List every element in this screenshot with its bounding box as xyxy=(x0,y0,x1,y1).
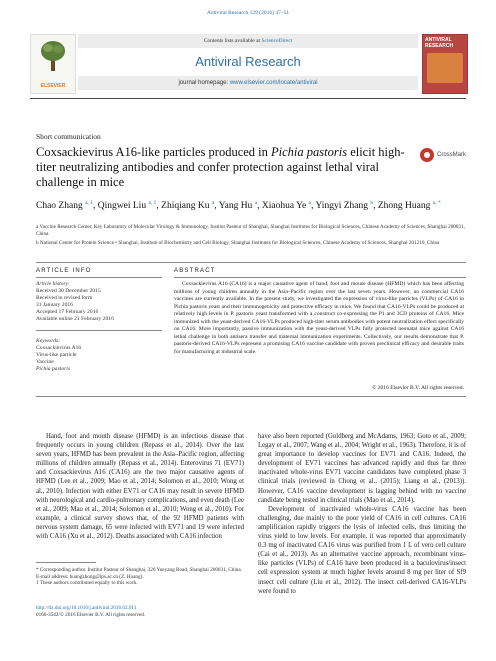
title-part-1: Coxsackievirus A16-like particles produced in xyxy=(36,145,272,159)
author[interactable]: Zhong Huang $^{a, *}$ xyxy=(377,200,441,212)
homepage-link[interactable]: www.elsevier.com/locate/antiviral xyxy=(229,80,318,86)
abstract-copyright: © 2016 Elsevier B.V. All rights reserved. xyxy=(372,385,464,391)
keywords-label: Keywords: xyxy=(36,338,61,344)
history-item: Received 30 December 2015 xyxy=(36,288,101,294)
contents-line xyxy=(78,34,418,48)
author[interactable]: Qingwei Liu $^{a, 1}$ xyxy=(97,200,157,212)
body-column-1 xyxy=(36,432,244,541)
abstract-heading: ABSTRACT xyxy=(174,268,216,274)
header-rule xyxy=(30,98,466,99)
abstract-paragraph: Coxsackievirus A16 (CA16) is a major causative agent of hand, foot and mouse disease (HFMD) which has been affecting millions of young children annually in the Asia–Pacific region over the last seven years. However, no commercial CA16 vaccines are currently available. In the present study, we investigated the expression of virus-like particles (VLPs) of CA16 in Pichia pastoris yeast and their immunogenicity and protective efficacy in mice. We found that CA16-VLPs could be produced at relatively high levels in P. pastoris yeast transformed with a construct co-expressing the P1 and 3CD proteins of CA16. Mice immunized with the yeast-derived CA16-VLPs produced high-titer serum antibodies with potent neutralization effect specifically on CA16. More importantly, passive immunization with the yeast-derived VLPs fully protected neonatal mice against CA16 lethal challenge in both antisera transfer and maternal immunization experiments. Collectively, our results demonstrate that P. pastoris-derived CA16-VLPs represent a promising CA16 vaccine candidate with proven preclinical efficacy and desirable traits for manufacturing at industrial scale. xyxy=(174,281,464,355)
history-item: 31 January 2016 xyxy=(36,302,73,308)
title-species: Pichia pastoris xyxy=(271,145,348,159)
crossmark-label: CrossMark xyxy=(437,152,467,158)
crossmark-badge[interactable] xyxy=(420,148,468,166)
affiliation: b National Center for Protein Science • Shanghai, Institute of Biochemistry and Cell Biology, Shanghai Institutes for Biological Sciences, Chinese Academy of Sciences, Shanghai 201210, China xyxy=(36,240,440,246)
title-part-2: elicit high-titer neutralizing antibodies and confer protection against lethal viral challenge in mice xyxy=(36,145,405,189)
affiliations xyxy=(36,224,466,249)
author[interactable]: Chao Zhang $^{a, 1}$ xyxy=(36,200,94,212)
keyword: Coxsackievirus A16 xyxy=(36,345,82,351)
sciencedirect-link[interactable]: ScienceDirect xyxy=(261,38,293,44)
doi-block xyxy=(36,605,244,618)
history-rule xyxy=(36,330,162,331)
footnotes xyxy=(36,567,244,587)
cover-image xyxy=(427,53,463,83)
journal-reference[interactable]: Antiviral Research 129 (2016) 47–51 xyxy=(206,10,290,16)
history-item: Accepted 17 February 2016 xyxy=(36,309,99,315)
abstract-bottom-rule xyxy=(36,396,466,397)
cover-title: ANTIVIRAL RESEARCH xyxy=(425,37,454,49)
article-history xyxy=(36,281,162,323)
author[interactable]: Zhiqiang Ku $^a$ xyxy=(161,200,215,212)
history-item: Available online 21 February 2016 xyxy=(36,316,114,322)
footnote[interactable]: E-mail address: huangzhong@ips.ac.cn (Z. Huang). xyxy=(36,573,144,580)
history-item: Received in revised form xyxy=(36,295,93,301)
contents-prefix: Contents lists available at xyxy=(203,38,262,44)
publisher-wordmark: ELSEVIER xyxy=(40,83,66,89)
elsevier-logo xyxy=(30,34,76,94)
journal-cover xyxy=(422,34,468,94)
homepage-prefix: journal homepage: xyxy=(178,80,230,86)
issn-line: 0166-3542/© 2016 Elsevier B.V. All rights reserved. xyxy=(36,611,146,618)
affiliation-rule xyxy=(36,262,466,263)
body-paragraph: Development of inactivated whole-virus CA16 vaccine has been challenging, due mainly to the poor yield of CA16 in cell cultures. CA16 amplification rapidly triggers the lysis of infected cells, thus limiting the virus yield to low levels. For example, it was reported that approximately 0.3 mg of inactivated CA16 virus was purified from 1 L of vero cell culture (Cai et al., 2013). As an alternative vaccine approach, recombinant virus-like particles (VLPs) of CA16 have been produced in a baculovirus/insect cell expression system at much higher levels around 8 mg per liter of Sf9 insect cell culture (Liu et al., 2012). The insect cell-derived CA16-VLPs were found to xyxy=(258,505,466,595)
footnote: 1 These authors contributed equally to this work. xyxy=(36,580,138,586)
keyword: Virus-like particle xyxy=(36,352,77,358)
article-title xyxy=(36,145,416,190)
footnote: * Corresponding author. Institut Pasteur of Shanghai, 320 Yueyang Road, Shanghai 200031, China. xyxy=(36,567,242,573)
history-label: Article history: xyxy=(36,281,71,287)
body-paragraph: Hand, foot and mouth disease (HFMD) is an infectious disease that frequently occurs in young children (Repass et al., 2014). Over the last seven years, HFMD has been prevalent in the Asia–Pacific region, affecting millions of children annually (Repass et al., 2014). Enterovirus 71 (EV71) and Coxsackievirus A16 (CA16) are the two major causative agents of HFMD (Lee et al., 2009; Mao et al., 2014; Solomon et al., 2010; Wong et al., 2010). Infection with either EV71 or CA16 may result in severe HFMD with neurological and cardio-pulmonary complications, and even death (Lee et al., 2009; Mao et al., 2014; Solomon et al., 2010; Wong et al., 2010). For example, a clinical survey shows that, of the 92 HFMD patients with nervous system damage, 65 were infected with EV71 and 19 were infected with CA16 (Xu et al., 2012). Deaths associated with CA16 infection xyxy=(36,433,244,541)
keyword: Pichia pastoris xyxy=(36,366,71,372)
body-paragraph: have also been reported (Goldberg and McAdams, 1963; Goto et al., 2009; Legay et al., 2007; Wang et al., 2004; Wright et al., 1963). Therefore, it is of great importance to develop vaccines for EV71 and CA16. Indeed, the development of EV71 vaccines has advanced rapidly and thus far three inactivated whole-virus EV71 vaccine candidates have completed phase 3 clinical trials (reviewed in Chong et al., (2015); Liang et al., (2013)). However, CA16 vaccine development is lagging behind with no vaccine candidate being tested in clinical trials (Mao et al., 2014). xyxy=(258,433,466,504)
tree-icon xyxy=(39,39,67,73)
doi-link[interactable]: http://dx.doi.org/10.1016/j.antiviral.2016.02.011 xyxy=(36,605,137,611)
keyword: Vaccine xyxy=(36,359,54,365)
footnote-rule xyxy=(36,562,96,563)
abstract-text xyxy=(174,281,464,356)
journal-homepage xyxy=(78,76,418,90)
author[interactable]: Yang Hu $^a$ xyxy=(218,200,258,212)
section-type: Short communication xyxy=(36,132,101,141)
author[interactable]: Yingyi Zhang $^b$ xyxy=(315,200,374,212)
crossmark-icon xyxy=(420,148,434,162)
author[interactable]: Xiaohua Ye $^a$ xyxy=(261,200,312,212)
body-column-2 xyxy=(258,432,466,596)
keywords xyxy=(36,338,162,373)
affiliation: a Vaccine Research Center, Key Laboratory of Molecular Virology & Immunology, Institut Pasteur of Shanghai, Shanghai Institutes for Biological Sciences, Chinese Academy of Sciences, Shanghai 200031, China xyxy=(36,224,465,237)
article-info-heading: ARTICLE INFO xyxy=(36,268,92,274)
author-list: Chao Zhang $^{a, 1}$, Qingwei Liu $^{a, 1}$, Zhiqiang Ku $^a$, Yang Hu $^a$, Xiaohua Ye $^a$, Yingyi Zhang $^b$, Zhong Huang $^{a, *}$ xyxy=(36,200,441,212)
journal-title: Antiviral Research xyxy=(195,54,301,69)
info-rule xyxy=(36,277,162,278)
abstract-rule xyxy=(174,277,466,278)
